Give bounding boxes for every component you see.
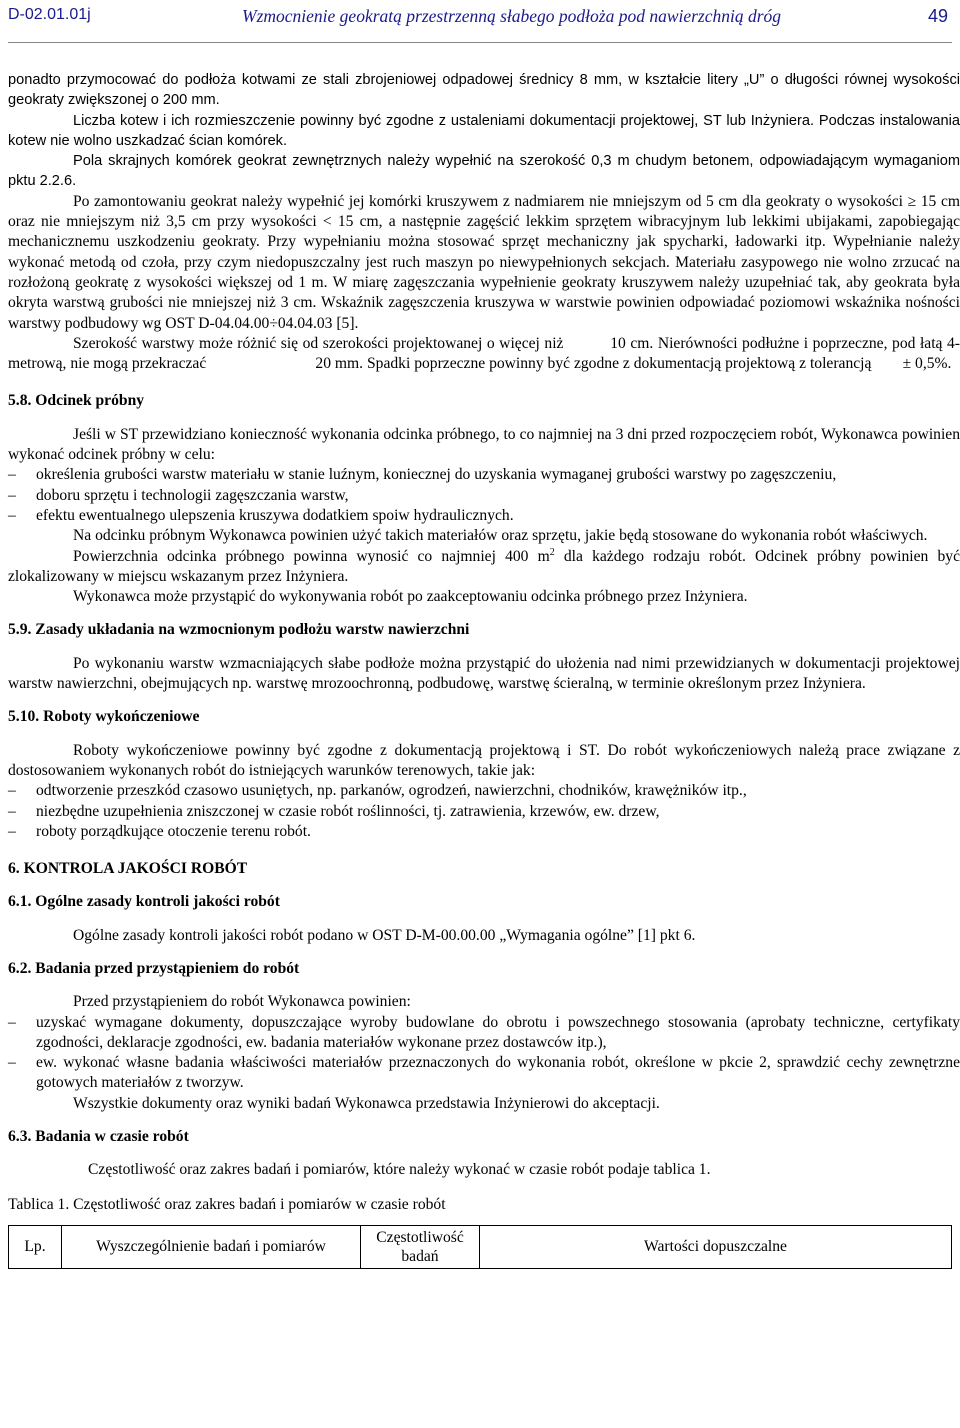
- column-header: Wartości dopuszczalne: [480, 1225, 952, 1268]
- results-table: [8, 1225, 952, 1269]
- column-header: Wyszczególnienie badań i pomiarów: [62, 1225, 361, 1268]
- list-item: – roboty porządkujące otoczenie terenu robót.: [8, 822, 960, 842]
- paragraph: Pola skrajnych komórek geokrat zewnętrznych należy wypełnić na szerokość 0,3 m chudym betonem, odpowiadającym wymaganiom pktu 2.2.6.: [8, 153, 960, 190]
- paragraph: Liczba kotew i ich rozmieszczenie powinny być zgodne z ustaleniami dokumentacji projektowej, ST lub Inżyniera. Podczas instalowania kotew nie wolno uszkadzać ścian komórek.: [8, 112, 960, 149]
- paragraph: Szerokość warstwy może różnić się od szerokości projektowanej o więcej niż 10 cm. Nierówności podłużne i poprzeczne, pod łatą 4-metrową, nie mogą przekraczać 20 mm. Spadki poprzeczne powinny być zgodne z dokumentacją projektową z tolerancją ± 0,5%.: [8, 334, 960, 373]
- paragraph: Roboty wykończeniowe powinny być zgodne z dokumentacją projektową i ST. Do robót wykończeniowych należą prace związane z dostosowaniem wykonanych robót do istniejących warunków terenowych, takie jak:: [8, 741, 960, 779]
- paragraph: Przed przystąpieniem do robót Wykonawca powinien:: [73, 993, 411, 1011]
- section-heading: 6.3. Badania w czasie robót: [8, 1128, 189, 1146]
- text-run: Powierzchnia odcinka próbnego powinna wynosić co najmniej 400 m: [73, 547, 550, 565]
- column-header: Częstotliwość badań: [361, 1225, 480, 1268]
- section-heading: 5.8. Odcinek próbny: [8, 392, 145, 410]
- table-header-row: [9, 1225, 952, 1268]
- list-item: – ew. wykonać własne badania właściwości materiałów przeznaczonych do wykonania robót, określone w pkcie 2, sprawdzić cechy zewnętrzne gotowych materiałów z tworzyw.: [8, 1053, 960, 1094]
- table-caption: Tablica 1. Częstotliwość oraz zakres badań i pomiarów w czasie robót: [8, 1195, 446, 1213]
- chapter-heading: 6. KONTROLA JAKOŚCI ROBÓT: [8, 860, 248, 878]
- paragraph: Wszystkie dokumenty oraz wyniki badań Wykonawca przedstawia Inżynierowi do akceptacji.: [73, 1094, 660, 1112]
- section-heading: 5.9. Zasady układania na wzmocnionym podłożu warstw nawierzchni: [8, 621, 470, 639]
- header-rule: [8, 42, 952, 43]
- dash-list: [8, 781, 960, 842]
- paragraph: Ogólne zasady kontroli jakości robót podano w OST D-M-00.00.00 „Wymagania ogólne” [1] pkt 6.: [73, 926, 696, 944]
- page-header: [8, 6, 952, 40]
- list-item: – doboru sprzętu i technologii zagęszczania warstw,: [8, 486, 960, 506]
- list-item: – odtworzenie przeszkód czasowo usuniętych, np. parkanów, ogrodzeń, nawierzchni, chodników, krawężników itp.,: [8, 781, 960, 801]
- list-item: – określenia grubości warstw materiału w stanie luźnym, koniecznej do uzyskania wymaganej grubości warstwy po zagęszczeniu,: [8, 465, 960, 485]
- page-number: 49: [927, 6, 948, 26]
- text-run: dla każdego rodzaju robót. Odcinek próbny powinien być zlokalizowany w miejscu wskazanym przez Inżyniera.: [8, 547, 960, 585]
- paragraph: Częstotliwość oraz zakres badań i pomiarów, które należy wykonać w czasie robót podaje tablica 1.: [88, 1161, 711, 1179]
- section-heading: 6.1. Ogólne zasady kontroli jakości robót: [8, 893, 280, 911]
- dash-list: [8, 465, 960, 526]
- column-header: Lp.: [9, 1225, 62, 1268]
- paragraph: Po zamontowaniu geokrat należy wypełnić jej komórki kruszywem z nadmiarem nie mniejszym od 5 cm dla geokraty o wysokości ≥ 15 cm oraz nie mniejszym niż 3,5 cm przy wysokości < 15 cm, a następnie zagęścić lekkim sprzętem wibracyjnym lub lekkimi ubijakami, zapobiegając mechanicznemu uszkodzeniu geokraty. Przy wypełnianiu można stosować sprzęt mechaniczny jak spycharki, ładowarki itp. Wypełnianie należy wykonać metodą od czoła, przy czym niedopuszczalny jest ruch maszyn po niewypełnionych sekcjach. Materiału zasypowego nie wolno zrzucać na rozłożoną geokratę z wysokości większej od 1 m. W miarę zagęszczania wypełnienie geokraty kruszywem należy uzupełniać tak, aby geokrata była okryta warstwą grubości nie mniejszej niż 3 cm. Wskaźnik zagęszczenia kruszywa w warstwie powinien odpowiadać poziomowi wskaźnika nośności warstwy podbudowy wg OST D-04.04.00÷04.04.03 [5].: [8, 192, 960, 332]
- list-item: – niezbędne uzupełnienia zniszczonej w czasie robót roślinności, tj. zatrawienia, krzewów, ew. drzew,: [8, 802, 960, 822]
- section-heading: 6.2. Badania przed przystąpieniem do robót: [8, 959, 300, 977]
- section-heading: 5.10. Roboty wykończeniowe: [8, 708, 200, 726]
- spec-code: D-02.01.01j: [8, 6, 91, 23]
- paragraph: Wykonawca może przystąpić do wykonywania robót po zaakceptowaniu odcinka próbnego przez Inżyniera.: [73, 588, 748, 606]
- list-item: – uzyskać wymagane dokumenty, dopuszczające wyroby budowlane do obrotu i powszechnego stosowania (aprobaty techniczne, certyfikaty zgodności, deklaracje zgodności, ew. badania materiałów wykonane przez dostawców itp.),: [8, 1013, 960, 1054]
- spec-title: Wzmocnienie geokratą przestrzenną słabego podłoża pod nawierzchnią dróg: [242, 6, 782, 26]
- superscript: 2: [549, 546, 555, 558]
- paragraph: Jeśli w ST przewidziano konieczność wykonania odcinka próbnego, to co najmniej na 3 dni przed rozpoczęciem robót, Wykonawca powinien wykonać odcinek próbny w celu:: [8, 425, 960, 464]
- page-body: [8, 70, 960, 1269]
- paragraph: ponadto przymocować do podłoża kotwami ze stali zbrojeniowej odpadowej średnicy 8 mm, w kształcie litery „U” o długości równej wysokości geokraty zwiększonej o 200 mm.: [8, 72, 960, 109]
- paragraph: Na odcinku próbnym Wykonawca powinien użyć takich materiałów oraz sprzętu, jakie będą stosowane do wykonania robót właściwych.: [73, 527, 928, 545]
- list-item: – efektu ewentualnego ulepszenia kruszywa dodatkiem spoiw hydraulicznych.: [8, 506, 960, 526]
- dash-list: [8, 1013, 960, 1094]
- paragraph: Po wykonaniu warstw wzmacniających słabe podłoże można przystąpić do ułożenia nad nimi przewidzianych w dokumentacji projektowej warstw nawierzchni, obejmujących np. warstwę mrozoochronną, podbudowę, warstwę ścieralną, w terminie określonym przez Inżyniera.: [8, 654, 960, 693]
- paragraph: [8, 547, 960, 588]
